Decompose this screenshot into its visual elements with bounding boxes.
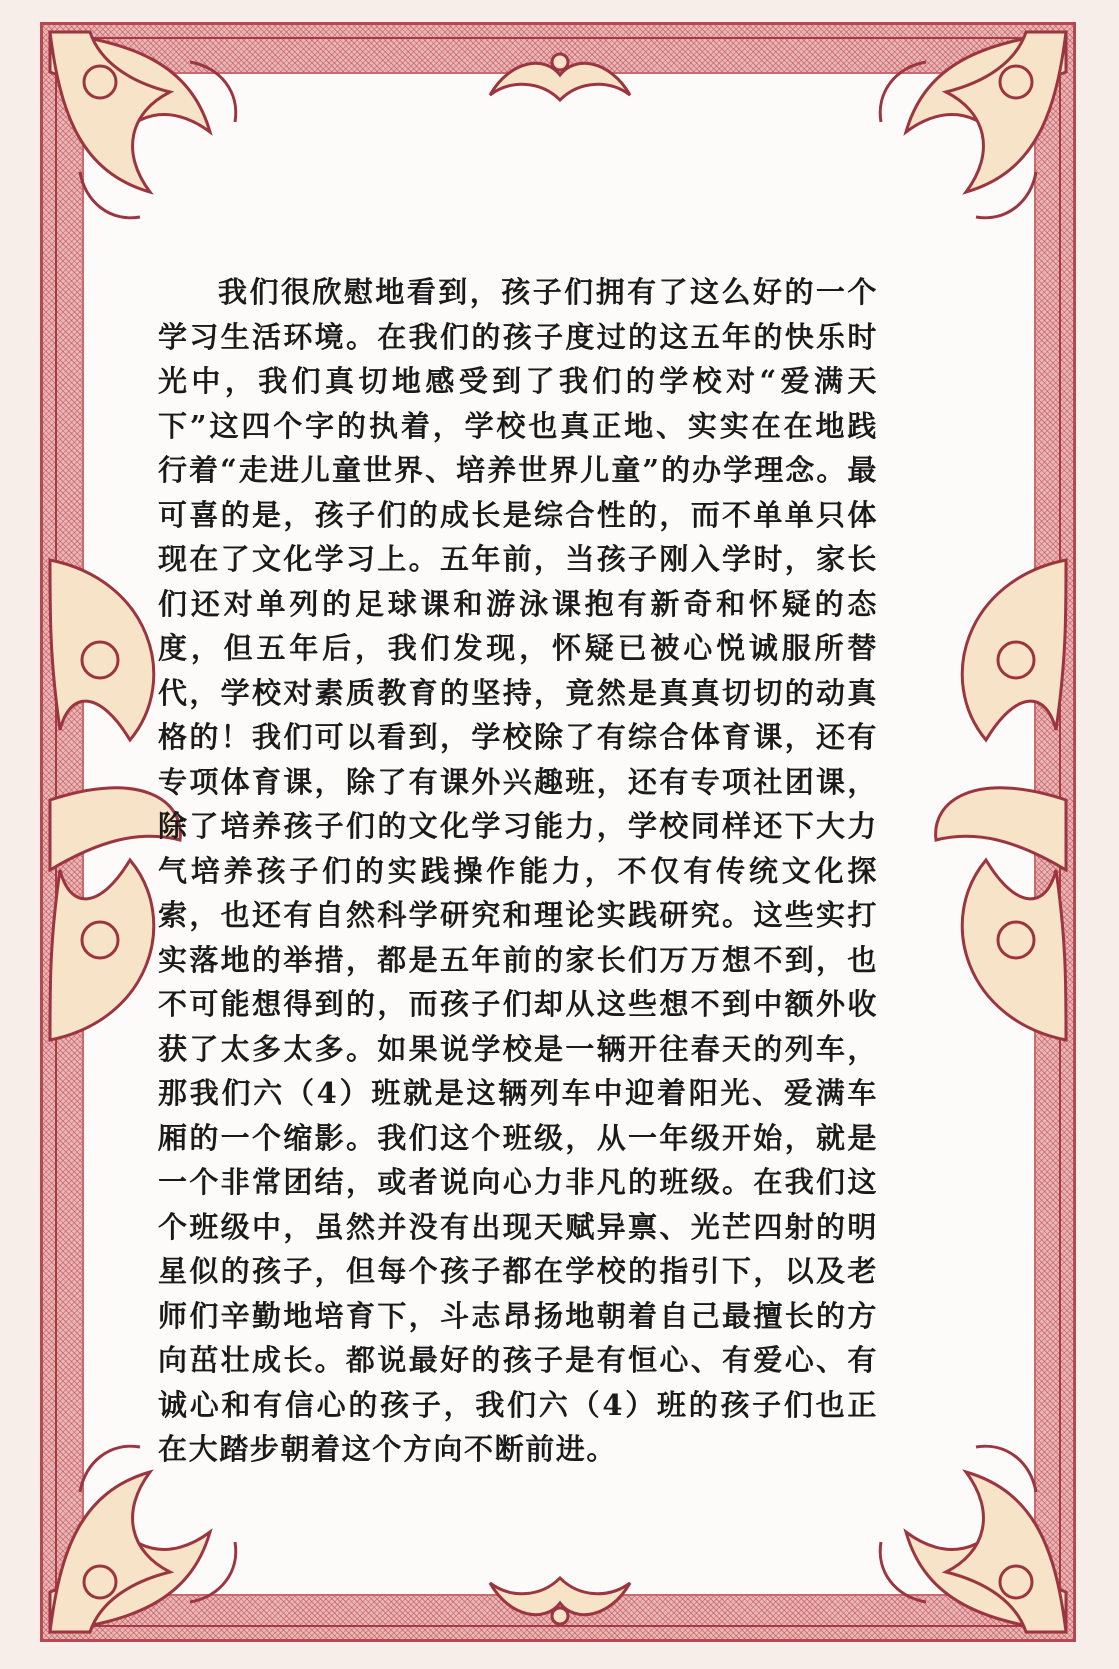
bottom-center-ornament-icon xyxy=(480,1568,640,1638)
letter-paragraph: 我们很欣慰地看到，孩子们拥有了这么好的一个学习生活环境。在我们的孩子度过的这五年的快乐时光中，我们真切地感受到了我们的学校对“爱满天下”这四个字的执着，学校也真正地、实实在在地践行着“走进儿童世界、培养世界儿童”的办学理念。最可喜的是，孩子们的成长是综合性的，而不单单只体现在了文化学习上。五年前，当孩子刚入学时，家长们还对单列的足球课和游泳课抱有新奇和怀疑的态度，但五年后，我们发现，怀疑已被心悦诚服所替代，学校对素质教育的坚持，竟然是真真切切的动真格的！我们可以看到，学校除了有综合体育课，还有专项体育课，除了有课外兴趣班，还有专项社团课，除了培养孩子们的文化学习能力，学校同样还下大力气培养孩子们的实践操作能力，不仅有传统文化探索，也还有自然科学研究和理论实践研究。这些实打实落地的举措，都是五年前的家长们万万想不到，也不可能想得到的，而孩子们却从这些想不到中额外收获了太多太多。如果说学校是一辆开往春天的列车，那我们六（4）班就是这辆列车中迎着阳光、爱满车厢的一个缩影。我们这个班级，从一年级开始，就是一个非常团结，或者说向心力非凡的班级。在我们这个班级中，虽然并没有出现天赋异禀、光芒四射的明星似的孩子，但每个孩子都在学校的指引下，以及老师们辛勤地培育下，斗志昂扬地朝着自己最擅长的方向茁壮成长。都说最好的孩子是有恒心、有爱心、有诚心和有信心的孩子，我们六（4）班的孩子们也正在大踏步朝着这个方向不断前进。 xyxy=(158,275,878,1466)
right-side-scroll-ornament-icon xyxy=(926,540,1076,1060)
corner-ornament-top-left-icon xyxy=(40,22,280,262)
top-center-ornament-icon xyxy=(480,40,640,110)
corner-ornament-top-right-icon xyxy=(836,22,1076,262)
